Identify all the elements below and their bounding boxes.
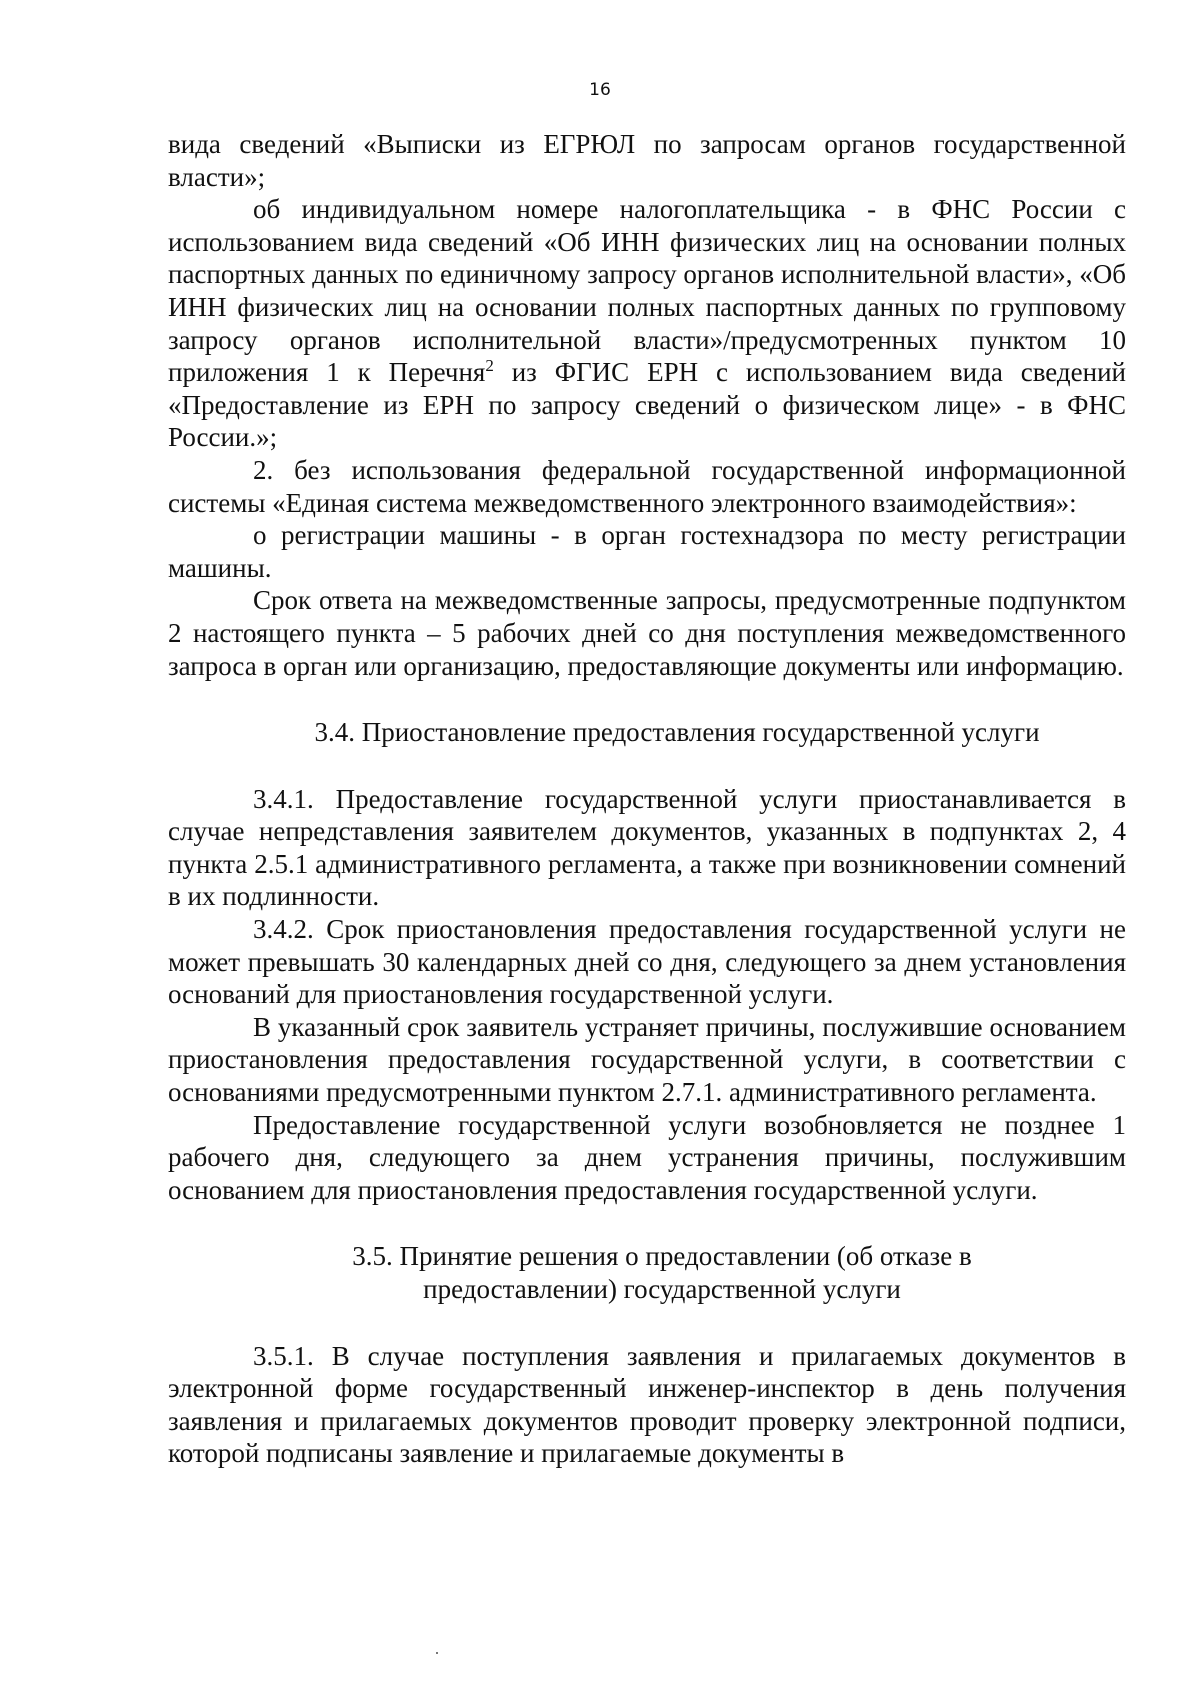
paragraph-egrul: вида сведений «Выписки из ЕГРЮЛ по запросам органов государственной власти»;	[168, 129, 1126, 192]
paragraph-applicant-term: В указанный срок заявитель устраняет причины, послужившие основанием приостановления предоставления государственной услуги, в соответствии с основаниями предусмотренными пунктом 2.7.1. административного регламента.	[168, 1011, 1126, 1108]
page-number: 16	[589, 80, 611, 100]
paragraph-machine-registration: о регистрации машины - в орган гостехнадзора по месту регистрации машины.	[168, 520, 1126, 583]
paragraph-inn-part2: из ФГИС ЕРН с использованием вида сведений «Предоставление из ЕРН по запросу сведений о физическом лице» - в ФНС России.»;	[168, 357, 1126, 453]
paragraph-inn-part1: об индивидуальном номере налогоплательщика - в ФНС России с использованием вида сведений «Об ИНН физических лиц на основании полных паспортных данных по единичному запросу органов исполнительной власти», «Об ИНН физических лиц на основании полных паспортных данных по групповому запросу органов исполнительной власти»/предусмотренных пунктом 10 приложения 1 к Перечня	[168, 194, 1126, 388]
paragraph-response-term: Срок ответа на межведомственные запросы, предусмотренные подпунктом 2 настоящего пункта – 5 рабочих дней со дня поступления межведомственного запроса в орган или организацию, предоставляющие документы или информацию.	[168, 585, 1126, 681]
paragraph-3-5-1: 3.5.1. В случае поступления заявления и прилагаемых документов в электронной форме государственный инженер-инспектор в день получения заявления и прилагаемых документов проводит проверку электронной подписи, которой подписаны заявление и прилагаемые документы в	[168, 1340, 1126, 1469]
paragraph-3-4-2: 3.4.2. Срок приостановления предоставления государственной услуги не может превышать 30 календарных дней со дня, следующего за днем установления оснований для приостановления государственной услуги.	[168, 914, 1126, 1010]
paragraph-resumption: Предоставление государственной услуги возобновляется не позднее 1 рабочего дня, следующего за днем устранения причины, послужившим основанием для приостановления предоставления государственной услуги.	[168, 1109, 1126, 1205]
scan-speck	[436, 1652, 438, 1654]
paragraph-without-smev: 2. без использования федеральной государственной информационной системы «Единая система межведомственного электронного взаимодействия»:	[168, 454, 1126, 518]
document-body	[168, 128, 1126, 1470]
section-heading-3-4: 3.4. Приостановление предоставления государственной услуги	[314, 717, 1040, 748]
footnote-mark: 2	[485, 356, 494, 376]
paragraph-inn	[168, 193, 1126, 454]
paragraph-3-4-1: 3.4.1. Предоставление государственной услуги приостанавливается в случае непредставления заявителем документов, указанных в подпунктах 2, 4 пункта 2.5.1 административного регламента, а также при возникновении сомнений в их подлинности.	[168, 783, 1126, 912]
section-heading-3-5: 3.5. Принятие решения о предоставлении (об отказе в предоставлении) государственной услуги	[352, 1241, 972, 1304]
